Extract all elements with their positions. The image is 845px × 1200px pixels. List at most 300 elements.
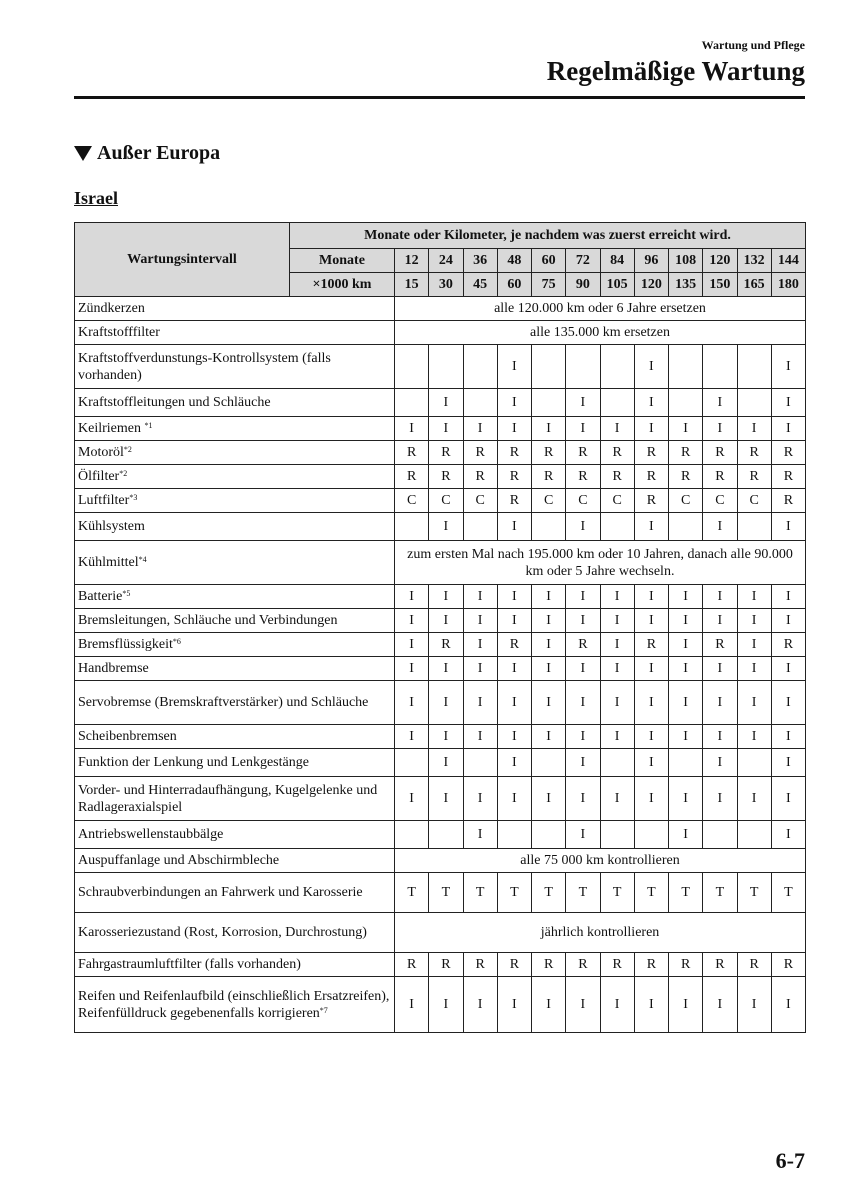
schedule-cell: I [497, 417, 531, 441]
item-name [75, 749, 395, 777]
schedule-cell [532, 345, 566, 389]
schedule-cell: I [429, 681, 463, 725]
table-row [75, 633, 806, 657]
months-value: 132 [737, 249, 771, 273]
schedule-cell: I [771, 609, 805, 633]
interval-text: alle 135.000 km ersetzen [395, 321, 806, 345]
schedule-cell: I [497, 725, 531, 749]
table-row [75, 821, 806, 849]
schedule-cell: T [634, 873, 668, 913]
schedule-cell: I [634, 657, 668, 681]
schedule-cell [532, 749, 566, 777]
schedule-cell: T [532, 873, 566, 913]
schedule-cell: T [395, 873, 429, 913]
schedule-cell: I [771, 513, 805, 541]
schedule-cell: I [771, 681, 805, 725]
schedule-cell: I [497, 389, 531, 417]
schedule-cell: T [566, 873, 600, 913]
item-label: Kraftstoffleitungen und Schläuche [78, 395, 271, 410]
schedule-cell: I [600, 633, 634, 657]
region-heading-text: Außer Europa [97, 142, 221, 164]
km-value: 60 [497, 273, 531, 297]
schedule-cell: I [669, 821, 703, 849]
schedule-cell: I [703, 657, 737, 681]
months-value: 108 [669, 249, 703, 273]
schedule-cell [669, 513, 703, 541]
schedule-cell: I [771, 821, 805, 849]
schedule-cell: I [703, 977, 737, 1033]
schedule-cell: R [669, 953, 703, 977]
schedule-cell: I [737, 657, 771, 681]
page-number: 6-7 [775, 1148, 805, 1173]
item-name [75, 585, 395, 609]
footnote-marker: *6 [172, 637, 181, 646]
schedule-cell: R [429, 633, 463, 657]
schedule-cell [634, 821, 668, 849]
schedule-cell: R [703, 633, 737, 657]
schedule-cell: I [771, 749, 805, 777]
schedule-cell: R [566, 633, 600, 657]
months-value: 24 [429, 249, 463, 273]
schedule-cell [737, 345, 771, 389]
item-label: Schraubverbindungen an Fahrwerk und Karosserie [78, 885, 363, 900]
months-value: 60 [532, 249, 566, 273]
schedule-cell: R [634, 953, 668, 977]
schedule-cell: R [737, 441, 771, 465]
schedule-cell: I [566, 681, 600, 725]
schedule-cell: C [429, 489, 463, 513]
table-row [75, 749, 806, 777]
item-label: Kühlmittel [78, 555, 139, 570]
item-label: Motoröl [78, 445, 124, 460]
page-title: Regelmäßige Wartung [546, 56, 805, 86]
schedule-cell: I [566, 657, 600, 681]
km-value: 180 [771, 273, 805, 297]
schedule-cell: I [703, 417, 737, 441]
footnote-marker: *7 [319, 1005, 328, 1015]
schedule-cell: I [395, 657, 429, 681]
table-row [75, 657, 806, 681]
schedule-cell: I [703, 777, 737, 821]
schedule-cell: I [737, 977, 771, 1033]
interval-text: alle 75 000 km kontrollieren [395, 849, 806, 873]
schedule-cell: I [463, 777, 497, 821]
schedule-cell [532, 821, 566, 849]
schedule-cell: C [669, 489, 703, 513]
schedule-cell [395, 513, 429, 541]
item-label: Vorder- und Hinterradaufhängung, Kugelgelenke und Radlageraxialspiel [78, 782, 378, 815]
schedule-cell: I [532, 725, 566, 749]
table-row [75, 321, 806, 345]
item-name [75, 633, 395, 657]
schedule-cell: I [634, 977, 668, 1033]
item-name [75, 681, 395, 725]
item-label: Bremsleitungen, Schläuche und Verbindungen [78, 613, 338, 628]
schedule-cell: I [737, 585, 771, 609]
schedule-cell: I [634, 513, 668, 541]
schedule-cell: I [497, 681, 531, 725]
months-value: 36 [463, 249, 497, 273]
schedule-cell: R [771, 489, 805, 513]
schedule-cell: I [771, 657, 805, 681]
schedule-cell: I [600, 417, 634, 441]
schedule-cell: I [463, 657, 497, 681]
schedule-cell: I [497, 585, 531, 609]
schedule-cell: C [532, 489, 566, 513]
schedule-cell: T [771, 873, 805, 913]
schedule-cell: R [771, 441, 805, 465]
schedule-cell [669, 345, 703, 389]
item-name [75, 417, 395, 441]
item-name [75, 465, 395, 489]
interval-header: Wartungsintervall [75, 223, 290, 297]
schedule-cell [737, 513, 771, 541]
schedule-cell: I [634, 609, 668, 633]
item-label: Antriebswellenstaubbälge [78, 827, 224, 842]
footnote-marker: *2 [119, 469, 128, 478]
item-label: Bremsflüssigkeit [78, 637, 173, 652]
schedule-cell: I [463, 585, 497, 609]
km-label: ×1000 km [290, 273, 395, 297]
schedule-cell: I [532, 777, 566, 821]
schedule-cell: I [669, 777, 703, 821]
schedule-cell: C [395, 489, 429, 513]
schedule-cell: I [497, 977, 531, 1033]
schedule-cell: T [703, 873, 737, 913]
item-name [75, 725, 395, 749]
section-label: Wartung und Pflege [701, 38, 805, 52]
table-row [75, 585, 806, 609]
table-row [75, 977, 806, 1033]
country-heading: Israel [74, 188, 118, 208]
schedule-cell: I [395, 977, 429, 1033]
schedule-cell: I [532, 657, 566, 681]
table-row [75, 345, 806, 389]
schedule-cell: I [395, 633, 429, 657]
schedule-cell [703, 821, 737, 849]
schedule-cell: R [669, 465, 703, 489]
item-label: Kühlsystem [78, 519, 145, 534]
schedule-cell: I [395, 417, 429, 441]
table-row [75, 389, 806, 417]
schedule-cell: I [669, 633, 703, 657]
schedule-cell: R [497, 489, 531, 513]
schedule-cell: I [703, 585, 737, 609]
km-value: 75 [532, 273, 566, 297]
schedule-cell: R [669, 441, 703, 465]
schedule-cell: R [463, 441, 497, 465]
schedule-cell: I [634, 749, 668, 777]
schedule-cell: I [634, 585, 668, 609]
schedule-cell [395, 389, 429, 417]
item-name [75, 441, 395, 465]
schedule-cell: R [600, 953, 634, 977]
schedule-cell: R [566, 465, 600, 489]
schedule-cell: C [566, 489, 600, 513]
item-label: Kraftstoffverdunstungs-Kontrollsystem (falls vorhanden) [78, 350, 331, 383]
schedule-cell: I [600, 681, 634, 725]
interval-text: jährlich kontrollieren [395, 913, 806, 953]
schedule-cell: I [532, 977, 566, 1033]
footnote-marker: *1 [144, 421, 153, 430]
schedule-cell: C [600, 489, 634, 513]
schedule-cell: I [463, 977, 497, 1033]
schedule-cell: I [395, 725, 429, 749]
schedule-cell [600, 513, 634, 541]
schedule-cell: T [497, 873, 531, 913]
schedule-cell: I [497, 749, 531, 777]
schedule-cell: I [429, 977, 463, 1033]
footnote-marker: *2 [123, 445, 132, 454]
table-row [75, 953, 806, 977]
schedule-cell: I [429, 749, 463, 777]
item-name [75, 345, 395, 389]
schedule-cell: I [395, 681, 429, 725]
schedule-cell: I [532, 609, 566, 633]
schedule-cell: R [771, 953, 805, 977]
months-label: Monate [290, 249, 395, 273]
schedule-cell: I [395, 585, 429, 609]
schedule-cell [532, 389, 566, 417]
schedule-cell: I [600, 657, 634, 681]
schedule-cell: R [737, 465, 771, 489]
km-value: 120 [634, 273, 668, 297]
schedule-cell: R [532, 465, 566, 489]
schedule-cell [429, 345, 463, 389]
months-value: 144 [771, 249, 805, 273]
title-rule [74, 96, 805, 99]
schedule-cell: I [463, 725, 497, 749]
item-label: Batterie [78, 589, 123, 604]
table-row [75, 441, 806, 465]
schedule-cell: I [771, 417, 805, 441]
km-value: 150 [703, 273, 737, 297]
schedule-cell: I [497, 777, 531, 821]
region-heading [74, 142, 220, 165]
schedule-cell: I [634, 681, 668, 725]
schedule-cell: I [463, 821, 497, 849]
schedule-cell: I [600, 585, 634, 609]
schedule-cell [429, 821, 463, 849]
schedule-cell: R [600, 465, 634, 489]
schedule-cell: T [429, 873, 463, 913]
schedule-cell: I [566, 417, 600, 441]
schedule-cell: I [566, 389, 600, 417]
schedule-cell: I [669, 585, 703, 609]
schedule-cell: I [600, 609, 634, 633]
schedule-cell: I [703, 681, 737, 725]
schedule-cell: I [669, 417, 703, 441]
km-value: 165 [737, 273, 771, 297]
item-label: Ölfilter [78, 469, 120, 484]
schedule-cell: I [703, 725, 737, 749]
schedule-cell: I [429, 777, 463, 821]
schedule-cell: C [737, 489, 771, 513]
table-row [75, 489, 806, 513]
schedule-cell: I [429, 609, 463, 633]
schedule-cell: I [737, 777, 771, 821]
schedule-cell [463, 389, 497, 417]
table-row [75, 609, 806, 633]
schedule-cell: R [634, 465, 668, 489]
item-label: Karosseriezustand (Rost, Korrosion, Durchrostung) [78, 925, 367, 940]
schedule-cell: I [429, 657, 463, 681]
schedule-cell: I [737, 725, 771, 749]
footnote-marker: *3 [129, 493, 138, 502]
interval-super-header: Monate oder Kilometer, je nachdem was zuerst erreicht wird. [290, 223, 806, 249]
schedule-cell: T [737, 873, 771, 913]
schedule-cell: R [634, 633, 668, 657]
table-row [75, 465, 806, 489]
item-name [75, 953, 395, 977]
schedule-cell: I [669, 657, 703, 681]
schedule-cell [600, 345, 634, 389]
schedule-cell: R [532, 441, 566, 465]
schedule-cell: I [703, 749, 737, 777]
table-row [75, 417, 806, 441]
item-name [75, 821, 395, 849]
schedule-cell: I [703, 389, 737, 417]
km-value: 105 [600, 273, 634, 297]
schedule-cell: I [463, 417, 497, 441]
item-label: Keilriemen [78, 421, 145, 436]
item-name [75, 913, 395, 953]
schedule-cell: R [566, 953, 600, 977]
schedule-cell: I [669, 977, 703, 1033]
schedule-cell: I [463, 609, 497, 633]
schedule-cell: I [532, 633, 566, 657]
schedule-cell [463, 513, 497, 541]
schedule-cell [463, 749, 497, 777]
schedule-cell: I [737, 633, 771, 657]
item-name [75, 297, 395, 321]
schedule-cell: I [566, 585, 600, 609]
months-value: 48 [497, 249, 531, 273]
schedule-cell: I [600, 977, 634, 1033]
schedule-cell: I [532, 585, 566, 609]
schedule-cell: I [566, 977, 600, 1033]
schedule-cell: I [669, 609, 703, 633]
table-row [75, 849, 806, 873]
schedule-cell: I [429, 389, 463, 417]
schedule-cell: I [566, 821, 600, 849]
item-name [75, 489, 395, 513]
item-name [75, 321, 395, 345]
schedule-cell: I [737, 609, 771, 633]
item-label: Servobremse (Bremskraftverstärker) und Schläuche [78, 695, 369, 710]
schedule-cell: I [395, 777, 429, 821]
schedule-cell [395, 345, 429, 389]
schedule-cell: R [737, 953, 771, 977]
schedule-cell: R [703, 953, 737, 977]
schedule-cell: I [634, 345, 668, 389]
schedule-cell: I [771, 345, 805, 389]
schedule-cell: I [703, 609, 737, 633]
schedule-cell: R [771, 633, 805, 657]
months-value: 120 [703, 249, 737, 273]
schedule-cell: R [497, 953, 531, 977]
schedule-cell: I [429, 513, 463, 541]
table-row [75, 681, 806, 725]
schedule-cell: R [463, 465, 497, 489]
km-value: 30 [429, 273, 463, 297]
schedule-cell: I [771, 389, 805, 417]
table-header-row [75, 223, 806, 249]
item-name [75, 609, 395, 633]
months-value: 72 [566, 249, 600, 273]
schedule-cell: I [463, 633, 497, 657]
schedule-cell: T [463, 873, 497, 913]
months-value: 84 [600, 249, 634, 273]
schedule-cell [669, 389, 703, 417]
schedule-cell [600, 389, 634, 417]
schedule-cell: I [532, 681, 566, 725]
schedule-cell: R [634, 489, 668, 513]
schedule-cell: R [634, 441, 668, 465]
schedule-cell: I [566, 777, 600, 821]
table-row [75, 297, 806, 321]
maintenance-schedule-table [74, 222, 806, 1033]
item-label: Fahrgastraumluftfilter (falls vorhanden) [78, 957, 301, 972]
item-label: Kraftstofffilter [78, 325, 160, 340]
footnote-marker: *5 [122, 589, 131, 598]
schedule-cell: R [497, 633, 531, 657]
table-row [75, 873, 806, 913]
schedule-cell: R [429, 465, 463, 489]
schedule-cell: I [737, 417, 771, 441]
footnote-marker: *4 [138, 555, 147, 564]
item-name [75, 873, 395, 913]
schedule-cell: C [703, 489, 737, 513]
schedule-cell [463, 345, 497, 389]
schedule-cell [532, 513, 566, 541]
interval-text: alle 120.000 km oder 6 Jahre ersetzen [395, 297, 806, 321]
schedule-cell: R [395, 441, 429, 465]
schedule-cell: R [532, 953, 566, 977]
schedule-cell: T [669, 873, 703, 913]
km-value: 45 [463, 273, 497, 297]
table-row [75, 725, 806, 749]
schedule-cell: I [429, 585, 463, 609]
schedule-cell: I [566, 725, 600, 749]
table-row [75, 777, 806, 821]
schedule-cell: I [737, 681, 771, 725]
schedule-cell [737, 749, 771, 777]
schedule-cell: I [497, 345, 531, 389]
interval-text: zum ersten Mal nach 195.000 km oder 10 Jahren, danach alle 90.000 km oder 5 Jahre wechseln. [395, 541, 806, 585]
schedule-cell: I [566, 749, 600, 777]
schedule-cell [703, 345, 737, 389]
item-label: Funktion der Lenkung und Lenkgestänge [78, 755, 309, 770]
schedule-cell: I [463, 681, 497, 725]
schedule-cell [497, 821, 531, 849]
schedule-cell: R [497, 465, 531, 489]
item-name [75, 541, 395, 585]
schedule-cell: C [463, 489, 497, 513]
schedule-cell: R [429, 953, 463, 977]
schedule-cell: R [429, 441, 463, 465]
schedule-cell: I [429, 725, 463, 749]
item-label: Zündkerzen [78, 301, 145, 316]
km-value: 15 [395, 273, 429, 297]
schedule-cell: I [497, 609, 531, 633]
schedule-cell: I [771, 777, 805, 821]
schedule-cell: I [497, 513, 531, 541]
schedule-cell: I [600, 777, 634, 821]
table-row [75, 513, 806, 541]
schedule-cell: R [703, 441, 737, 465]
schedule-cell: I [669, 725, 703, 749]
